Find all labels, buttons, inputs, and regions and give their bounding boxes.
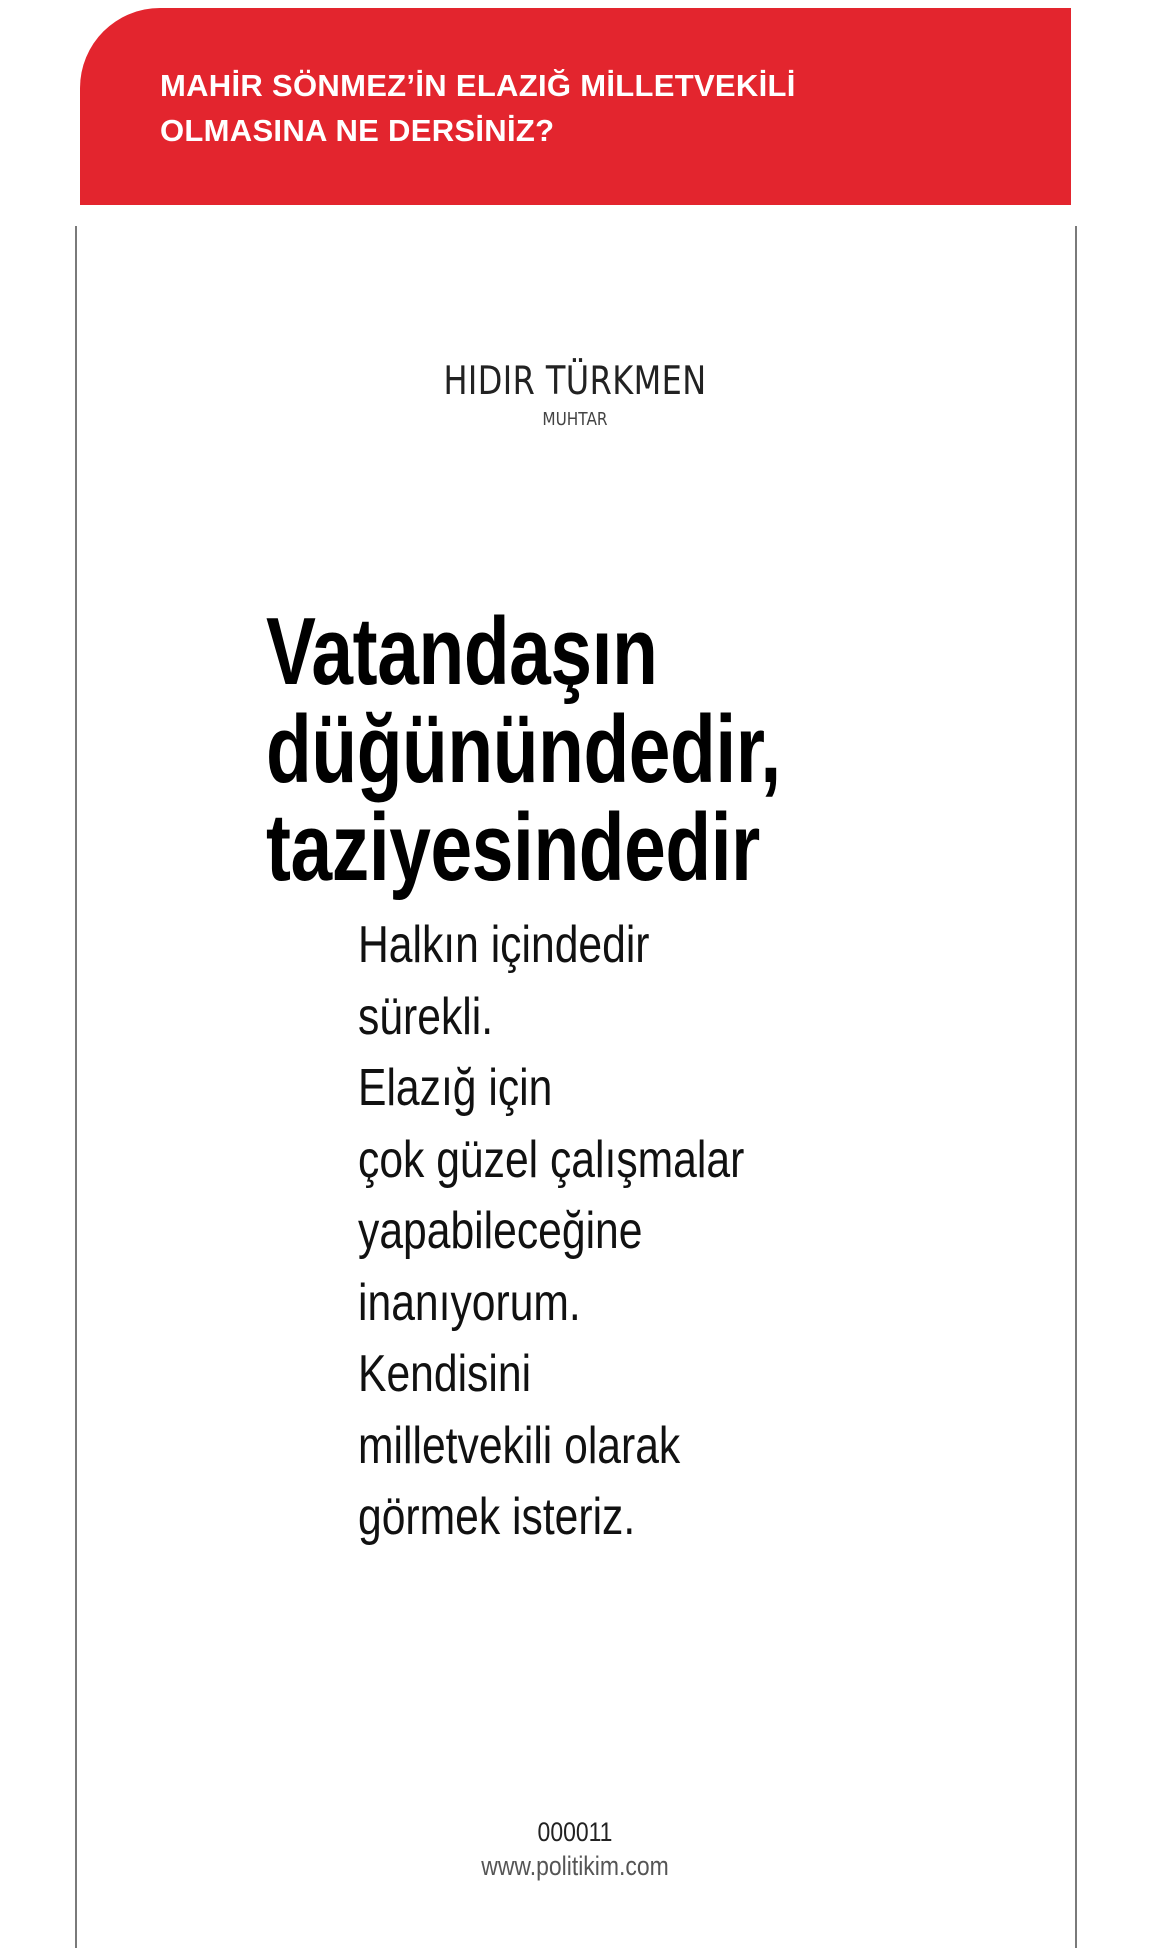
quote-line: görmek isteriz. [358, 1488, 636, 1546]
quote-line: inanıyorum. [358, 1273, 581, 1332]
website-url: www.politikim.com [481, 1851, 669, 1881]
quote-line: Elazığ için [358, 1059, 553, 1117]
quote-line: çok güzel çalışmalar [358, 1130, 745, 1189]
author-role: MUHTAR [542, 409, 608, 430]
page-code: 000011 [537, 1817, 613, 1847]
banner-title-line-2: OLMASINA NE DERSİNİZ? [160, 113, 555, 148]
banner-title-line-1: MAHİR SÖNMEZ’İN ELAZIĞ MİLLETVEKİLİ [160, 68, 796, 103]
frame-border-right [1075, 226, 1077, 1948]
quote-line: Halkın içindedir [358, 916, 650, 974]
quote-line: yapabileceğine [358, 1202, 643, 1260]
author-block [0, 358, 1150, 432]
quote-body [358, 910, 744, 1554]
frame-border-left [75, 226, 77, 1948]
quote-line: Kendisini [358, 1345, 532, 1403]
author-name: HIDIR TÜRKMEN [443, 359, 707, 404]
header-banner [80, 8, 1071, 205]
headline-line: taziyesindedir [266, 794, 760, 901]
quote-line: sürekli. [358, 987, 494, 1046]
headline-line: düğünündedir, [266, 696, 781, 803]
quote-line: milletvekili olarak [358, 1416, 681, 1475]
headline [266, 598, 781, 901]
headline-line: Vatandaşın [266, 598, 658, 705]
footer [0, 1815, 1150, 1883]
